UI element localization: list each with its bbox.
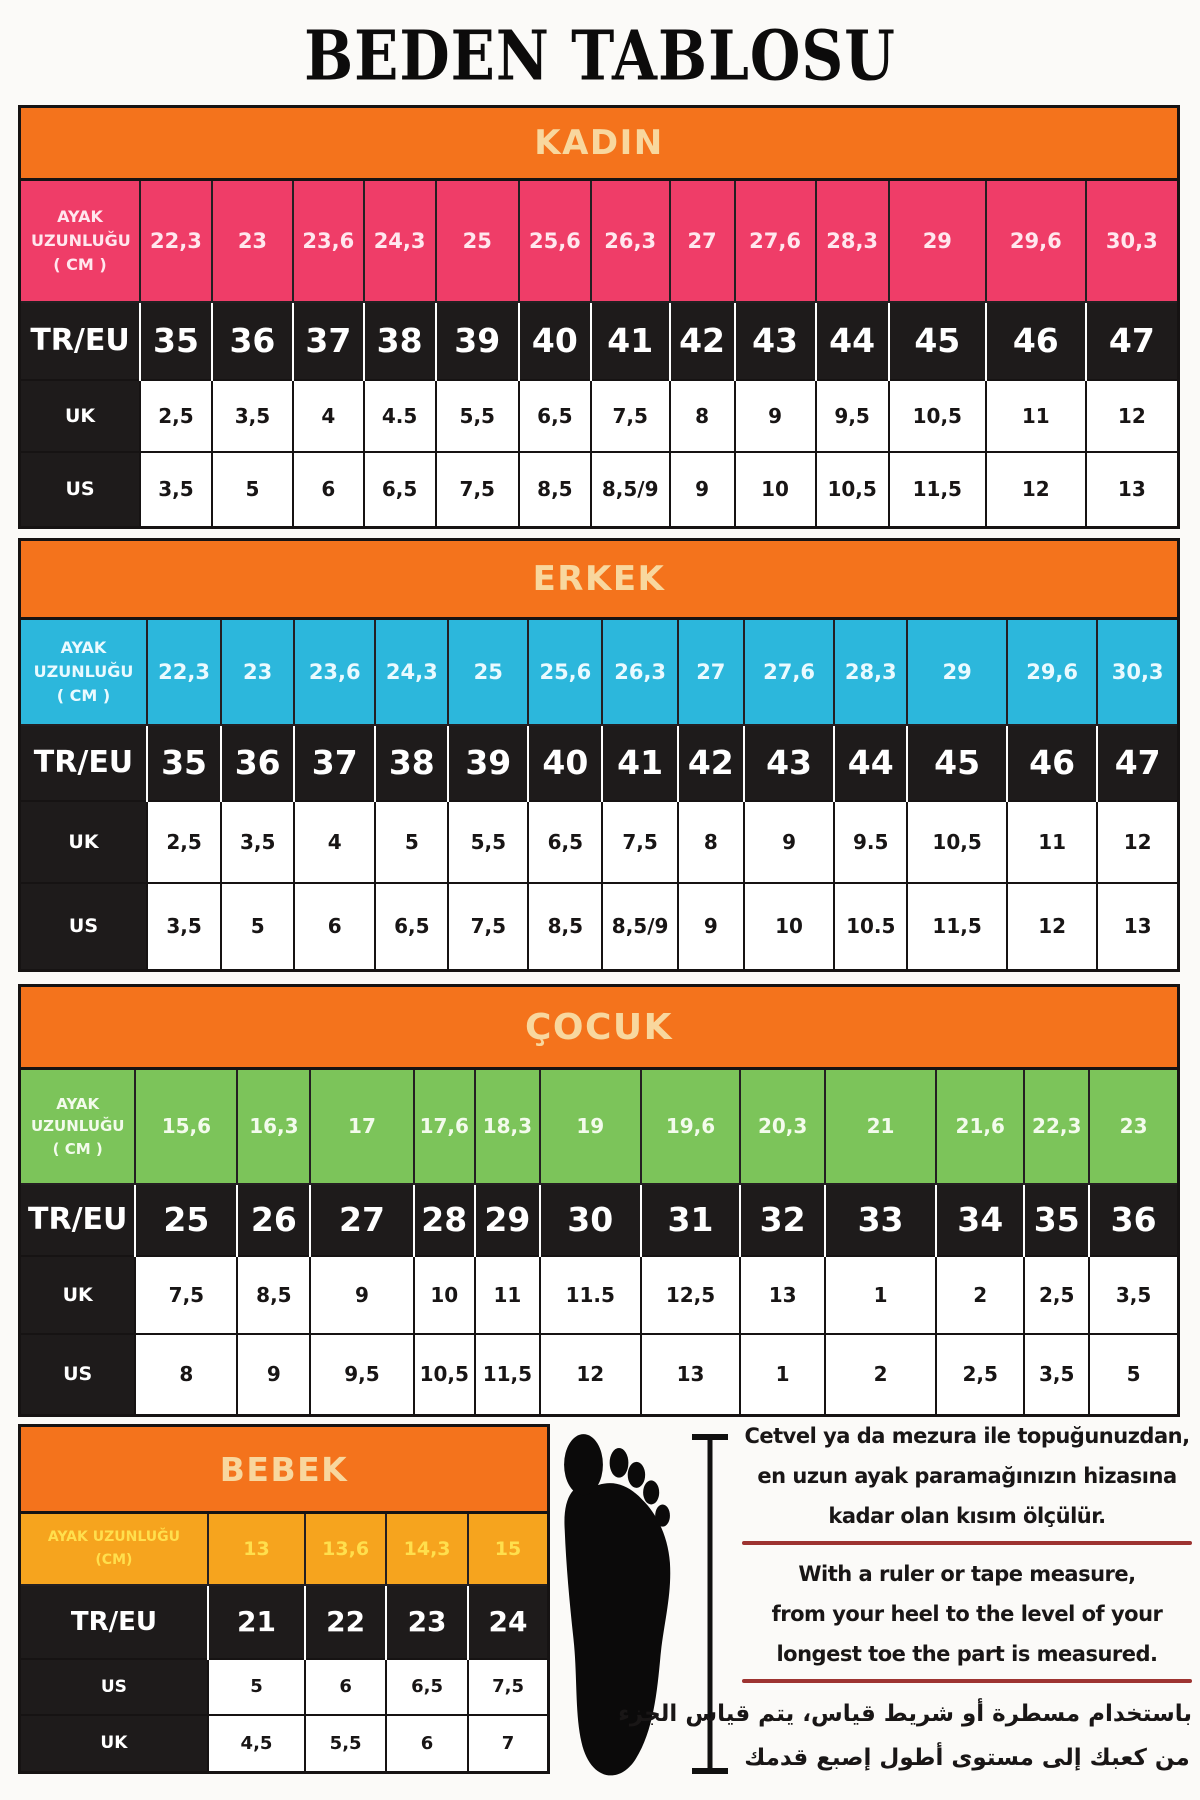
size-cell: 10 [735,452,816,528]
size-table-section-kadin [18,105,1180,529]
size-cell: 38 [364,302,436,380]
size-cell: 32 [740,1184,825,1256]
size-cell: 13 [1097,883,1178,971]
table-row-uk [20,380,1179,452]
size-cell: 27,6 [735,180,816,302]
table-row-ayak-uzunlu-u-cm- [20,180,1179,302]
size-cell: 5 [375,801,448,883]
size-cell: 2,5 [147,801,221,883]
size-cell: 37 [293,302,364,380]
section-title: ÇOCUK [524,1006,674,1048]
size-cell: 10 [744,883,834,971]
size-cell: 34 [936,1184,1024,1256]
size-cell: 9,5 [310,1334,413,1416]
size-cell: 3,5 [1089,1256,1178,1334]
size-cell: 36 [221,725,294,801]
instruction-line-tr: Cetvel ya da mezura ile topuğunuzdan, [744,1424,1190,1448]
size-cell: 5 [221,883,294,971]
size-cell: 3,5 [147,883,221,971]
size-cell: 42 [678,725,744,801]
size-cell: 5,5 [305,1715,386,1773]
table-row-us [20,1334,1179,1416]
table-row-tr-eu [20,1184,1179,1256]
size-cell: 13 [208,1513,305,1585]
size-cell: 12 [1007,883,1097,971]
size-cell: 11.5 [540,1256,641,1334]
size-cell: 37 [294,725,375,801]
size-cell: 35 [140,302,212,380]
size-cell: 7,5 [602,801,677,883]
size-cell: 5 [208,1659,305,1715]
size-cell: 6 [293,452,364,528]
underline-divider [742,1679,1192,1683]
size-cell: 29,6 [1007,619,1097,725]
size-cell: 29 [475,1184,540,1256]
size-cell: 7,5 [591,380,670,452]
size-cell: 5,5 [448,801,528,883]
size-cell: 8 [135,1334,237,1416]
size-cell: 47 [1097,725,1178,801]
size-cell: 11,5 [907,883,1007,971]
size-cell: 7,5 [448,883,528,971]
table-row-tr-eu [20,1585,549,1659]
size-cell: 6,5 [528,801,602,883]
foot-figure [550,1424,684,1794]
size-cell: 13 [1086,452,1179,528]
size-cell: 31 [641,1184,741,1256]
section-title: BEBEK [219,1449,349,1489]
size-cell: 43 [744,725,834,801]
size-cell: 27 [678,619,744,725]
size-cell: 22,3 [147,619,221,725]
size-cell: 25 [448,619,528,725]
size-cell: 46 [986,302,1086,380]
size-table-section-cocuk [18,984,1180,1417]
size-cell: 22,3 [1024,1069,1089,1184]
size-cell: 24 [468,1585,548,1659]
size-cell: 13 [641,1334,741,1416]
size-cell: 3,5 [140,452,212,528]
size-cell: 23 [1089,1069,1178,1184]
size-cell: 9 [744,801,834,883]
size-cell: 8,5/9 [602,883,677,971]
size-cell: 17,6 [414,1069,475,1184]
size-cell: 8,5 [519,452,591,528]
size-cell: 21,6 [936,1069,1024,1184]
table-row-us [20,1659,549,1715]
size-cell: 15,6 [135,1069,237,1184]
size-cell: 36 [212,302,293,380]
row-label: UK [20,801,147,883]
size-cell: 3,5 [221,801,294,883]
size-cell: 4.5 [364,380,436,452]
size-cell: 44 [816,302,889,380]
section-header-bebek [18,1424,550,1511]
instruction-line-ar: باستخدام مسطرة أو شريط قياس، يتم قياس الجزء [618,1701,1192,1727]
size-cell: 9.5 [834,801,907,883]
size-cell: 9 [237,1334,310,1416]
size-cell: 22 [305,1585,386,1659]
size-cell: 8,5 [528,883,602,971]
instruction-line-tr: en uzun ayak paramağınızın hizasına [757,1464,1177,1488]
row-label: US [20,883,147,971]
size-cell: 8 [670,380,735,452]
size-cell: 5 [1089,1334,1178,1416]
size-cell: 6 [294,883,375,971]
section-header-erkek [18,538,1180,617]
size-cell: 10,5 [889,380,986,452]
size-grid-bebek [18,1511,550,1774]
size-cell: 16,3 [237,1069,310,1184]
size-cell: 21 [208,1585,305,1659]
size-cell: 41 [591,302,670,380]
size-cell: 12 [1097,801,1178,883]
size-cell: 5,5 [436,380,519,452]
table-row-ayak-uzunlu-u-cm- [20,619,1179,725]
size-cell: 43 [735,302,816,380]
size-cell: 26 [237,1184,310,1256]
size-cell: 12,5 [641,1256,741,1334]
size-cell: 25 [436,180,519,302]
size-cell: 28,3 [834,619,907,725]
size-cell: 25,6 [519,180,591,302]
size-cell: 27 [670,180,735,302]
row-label: US [20,1659,208,1715]
size-cell: 8,5/9 [591,452,670,528]
size-cell: 30,3 [1097,619,1178,725]
size-cell: 15 [468,1513,548,1585]
size-cell: 1 [740,1334,825,1416]
size-cell: 45 [907,725,1007,801]
size-cell: 35 [147,725,221,801]
size-cell: 23,6 [293,180,364,302]
size-cell: 28 [414,1184,475,1256]
row-label: TR/EU [20,1585,208,1659]
row-label: AYAK UZUNLUĞU ( CM ) [20,180,141,302]
size-cell: 26,3 [602,619,677,725]
instruction-line-en: longest toe the part is measured. [776,1642,1158,1666]
size-cell: 36 [1089,1184,1178,1256]
section-header-kadin [18,105,1180,178]
size-cell: 5 [212,452,293,528]
table-row-us [20,883,1179,971]
size-cell: 8 [678,801,744,883]
instruction-line-en: from your heel to the level of your [771,1602,1163,1626]
size-cell: 7 [468,1715,548,1773]
row-label: AYAK UZUNLUĞU (CM) [20,1513,208,1585]
size-cell: 39 [436,302,519,380]
row-label: UK [20,1256,136,1334]
size-cell: 7,5 [135,1256,237,1334]
section-title: KADIN [534,123,664,163]
size-cell: 18,3 [475,1069,540,1184]
size-cell: 27,6 [744,619,834,725]
size-cell: 23 [386,1585,468,1659]
size-cell: 35 [1024,1184,1089,1256]
size-cell: 23 [221,619,294,725]
size-cell: 12 [540,1334,641,1416]
size-cell: 17 [310,1069,413,1184]
size-cell: 47 [1086,302,1179,380]
size-cell: 6 [386,1715,468,1773]
size-cell: 2,5 [140,380,212,452]
size-cell: 12 [1086,380,1179,452]
size-cell: 24,3 [364,180,436,302]
page-title: BEDEN TABLOSU [304,16,896,97]
row-label: AYAK UZUNLUĞU ( CM ) [20,619,147,725]
size-cell: 40 [528,725,602,801]
size-cell: 19 [540,1069,641,1184]
measurement-instructions [618,1416,1192,1780]
table-row-us [20,452,1179,528]
size-cell: 9,5 [816,380,889,452]
size-cell: 10 [414,1256,475,1334]
size-cell: 22,3 [140,180,212,302]
size-cell: 13 [740,1256,825,1334]
size-cell: 28,3 [816,180,889,302]
size-cell: 9 [735,380,816,452]
size-cell: 21 [825,1069,936,1184]
table-row-tr-eu [20,302,1179,380]
size-cell: 2 [825,1334,936,1416]
size-cell: 2,5 [1024,1256,1089,1334]
size-cell: 10.5 [834,883,907,971]
size-cell: 4 [294,801,375,883]
row-label: UK [20,1715,208,1773]
instruction-line-ar: من كعبك إلى مستوى أطول إصبع قدمك [744,1745,1190,1771]
size-cell: 33 [825,1184,936,1256]
size-cell: 39 [448,725,528,801]
size-cell: 10,5 [907,801,1007,883]
size-cell: 41 [602,725,677,801]
size-cell: 25 [135,1184,237,1256]
foot-silhouette-icon [550,1424,684,1794]
table-row-uk [20,1256,1179,1334]
size-cell: 11 [475,1256,540,1334]
size-cell: 8,5 [237,1256,310,1334]
size-table-section-bebek [18,1424,550,1774]
size-cell: 29 [907,619,1007,725]
size-cell: 10,5 [816,452,889,528]
size-cell: 9 [678,883,744,971]
size-cell: 44 [834,725,907,801]
size-cell: 26,3 [591,180,670,302]
size-cell: 6 [305,1659,386,1715]
size-cell: 6,5 [375,883,448,971]
table-row-ayak-uzunlu-u-cm- [20,1513,549,1585]
size-cell: 3,5 [212,380,293,452]
size-cell: 38 [375,725,448,801]
size-cell: 30 [540,1184,641,1256]
size-cell: 45 [889,302,986,380]
size-cell: 40 [519,302,591,380]
size-cell: 6,5 [519,380,591,452]
size-cell: 46 [1007,725,1097,801]
table-row-tr-eu [20,725,1179,801]
size-cell: 14,3 [386,1513,468,1585]
section-title: ERKEK [532,559,666,599]
size-cell: 7,5 [468,1659,548,1715]
row-label: TR/EU [20,725,147,801]
size-cell: 3,5 [1024,1334,1089,1416]
table-row-uk [20,801,1179,883]
size-cell: 6,5 [364,452,436,528]
size-cell: 1 [825,1256,936,1334]
row-label: US [20,452,141,528]
size-cell: 12 [986,452,1086,528]
instruction-line-en: With a ruler or tape measure, [798,1562,1136,1586]
size-cell: 9 [670,452,735,528]
size-cell: 24,3 [375,619,448,725]
row-label: UK [20,380,141,452]
size-cell: 25,6 [528,619,602,725]
size-cell: 19,6 [641,1069,741,1184]
size-cell: 29,6 [986,180,1086,302]
size-cell: 11,5 [889,452,986,528]
size-grid-cocuk [18,1067,1180,1417]
size-cell: 2,5 [936,1334,1024,1416]
size-cell: 7,5 [436,452,519,528]
underline-divider [742,1541,1192,1545]
row-label: TR/EU [20,1184,136,1256]
size-cell: 11,5 [475,1334,540,1416]
table-row-ayak-uzunlu-u-cm- [20,1069,1179,1184]
size-cell: 2 [936,1256,1024,1334]
size-grid-kadin [18,178,1180,529]
size-cell: 29 [889,180,986,302]
row-label: TR/EU [20,302,141,380]
size-cell: 42 [670,302,735,380]
size-cell: 4,5 [208,1715,305,1773]
size-table-section-erkek [18,538,1180,972]
size-cell: 20,3 [740,1069,825,1184]
size-cell: 6,5 [386,1659,468,1715]
size-cell: 10,5 [414,1334,475,1416]
row-label: US [20,1334,136,1416]
instruction-line-tr: kadar olan kısım ölçülür. [828,1504,1106,1528]
size-cell: 23 [212,180,293,302]
size-cell: 11 [986,380,1086,452]
size-cell: 9 [310,1256,413,1334]
size-cell: 27 [310,1184,413,1256]
row-label: AYAK UZUNLUĞU ( CM ) [20,1069,136,1184]
size-grid-erkek [18,617,1180,972]
size-cell: 11 [1007,801,1097,883]
size-cell: 23,6 [294,619,375,725]
size-cell: 4 [293,380,364,452]
size-cell: 13,6 [305,1513,386,1585]
table-row-uk [20,1715,549,1773]
section-header-cocuk [18,984,1180,1067]
size-cell: 30,3 [1086,180,1179,302]
